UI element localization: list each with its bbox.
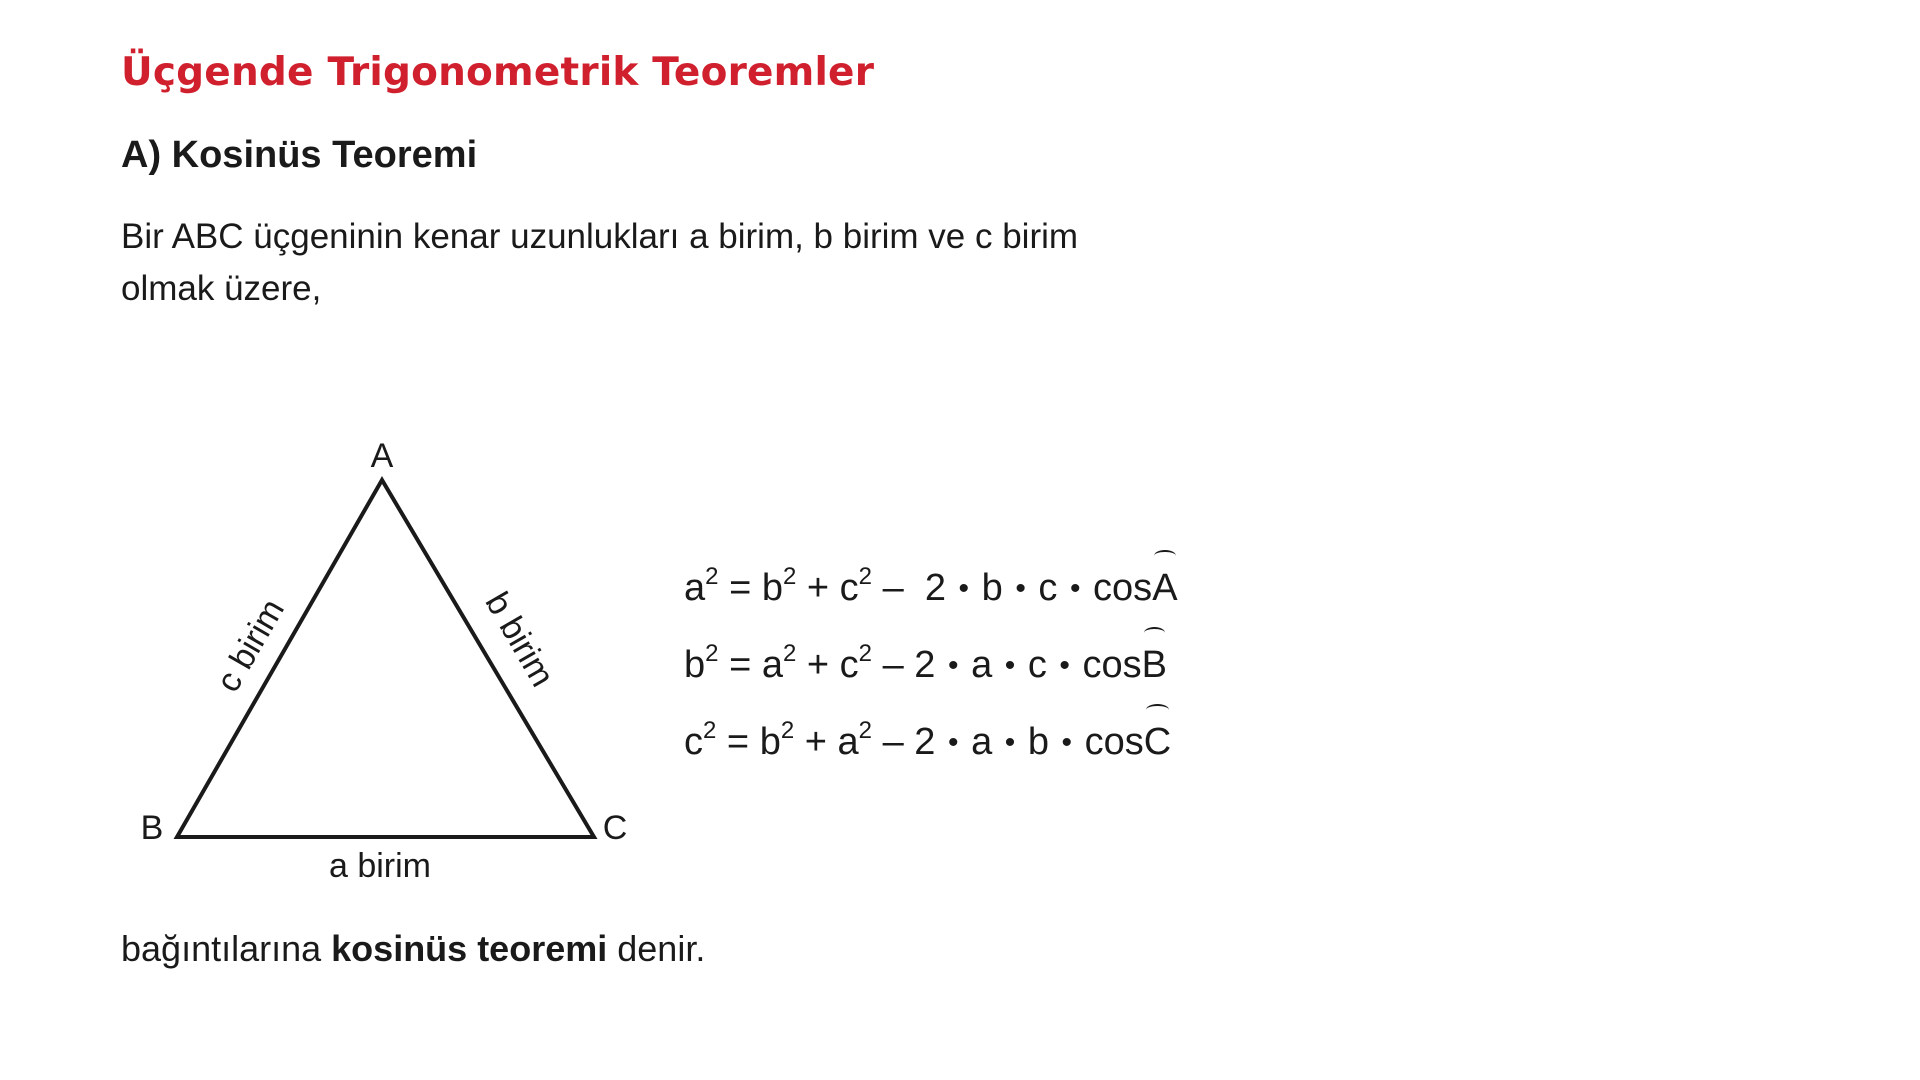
formula-term: a: [837, 721, 859, 763]
formula-factor: a: [971, 721, 993, 763]
vertex-label-a: A: [370, 437, 394, 475]
intro-paragraph: [121, 211, 1271, 315]
multiply-dot-icon: •: [1015, 572, 1026, 605]
exponent: 2: [858, 640, 873, 667]
formula-a: [684, 556, 1178, 633]
multiply-dot-icon: •: [1004, 649, 1016, 682]
multiply-dot-icon: •: [1061, 726, 1073, 759]
equals-sign: =: [726, 721, 750, 763]
exponent: 2: [703, 717, 717, 744]
formula-term: a: [761, 644, 783, 686]
intro-line-2: olmak üzere,: [121, 269, 322, 308]
equals-sign: =: [729, 644, 752, 686]
plus-sign: +: [806, 644, 830, 686]
exponent: 2: [782, 640, 797, 667]
page-title: Üçgende Trigonometrik Teoremler: [121, 50, 875, 95]
formula-term: b: [759, 721, 781, 763]
formula-factor: b: [1027, 721, 1049, 763]
side-label-c: c birim: [208, 592, 292, 699]
multiply-dot-icon: •: [958, 572, 970, 605]
formula-term: b: [761, 567, 783, 609]
plus-sign: +: [806, 567, 830, 609]
minus-sign: –: [882, 567, 904, 609]
cos-function: cos: [1082, 644, 1142, 686]
coefficient: 2: [914, 721, 936, 763]
formula-term: c: [839, 644, 859, 686]
side-label-b: b birim: [477, 585, 562, 694]
exponent: 2: [858, 717, 873, 744]
cos-function: cos: [1093, 567, 1153, 609]
cos-function: cos: [1084, 721, 1144, 763]
exponent: 2: [705, 563, 719, 590]
formula-b: [684, 633, 1178, 710]
minus-sign: –: [882, 721, 904, 763]
cosine-formulas: [684, 556, 1178, 787]
vertex-label-b: B: [140, 809, 164, 847]
formula-term: c: [684, 721, 703, 763]
coefficient: 2: [924, 567, 946, 609]
triangle-figure: [120, 425, 660, 895]
equals-sign: =: [729, 567, 752, 609]
triangle-diagram: [120, 425, 660, 895]
formula-term: c: [839, 567, 859, 609]
exponent: 2: [858, 563, 873, 590]
plus-sign: +: [804, 721, 827, 763]
multiply-dot-icon: •: [1059, 649, 1070, 682]
multiply-dot-icon: •: [1069, 572, 1081, 605]
minus-sign: –: [882, 644, 904, 686]
formula-term: b: [684, 644, 706, 686]
formula-factor: c: [1027, 644, 1047, 686]
section-heading: A) Kosinüs Teoremi: [121, 134, 478, 176]
exponent: 2: [780, 717, 795, 744]
intro-line-1: Bir ABC üçgeninin kenar uzunlukları a birim, b birim ve c birim: [121, 217, 1079, 256]
conclusion-bold-term: kosinüs teoremi: [331, 928, 608, 969]
formula-term: a: [684, 567, 706, 609]
exponent: 2: [705, 640, 719, 667]
multiply-dot-icon: •: [1004, 726, 1016, 759]
angle-label: C: [1144, 710, 1171, 774]
conclusion-paragraph: [121, 928, 705, 970]
conclusion-after: denir.: [607, 928, 706, 969]
formula-factor: b: [981, 567, 1003, 609]
conclusion-before: bağıntılarına: [121, 928, 332, 969]
multiply-dot-icon: •: [947, 649, 959, 682]
formula-factor: c: [1038, 567, 1058, 609]
angle-label: B: [1142, 633, 1167, 697]
formula-factor: a: [971, 644, 993, 686]
formula-c: [684, 710, 1178, 787]
multiply-dot-icon: •: [947, 726, 959, 759]
side-label-a: a birim: [328, 847, 432, 885]
exponent: 2: [782, 563, 797, 590]
angle-label: A: [1152, 556, 1177, 620]
vertex-label-c: C: [602, 809, 628, 847]
coefficient: 2: [914, 644, 936, 686]
